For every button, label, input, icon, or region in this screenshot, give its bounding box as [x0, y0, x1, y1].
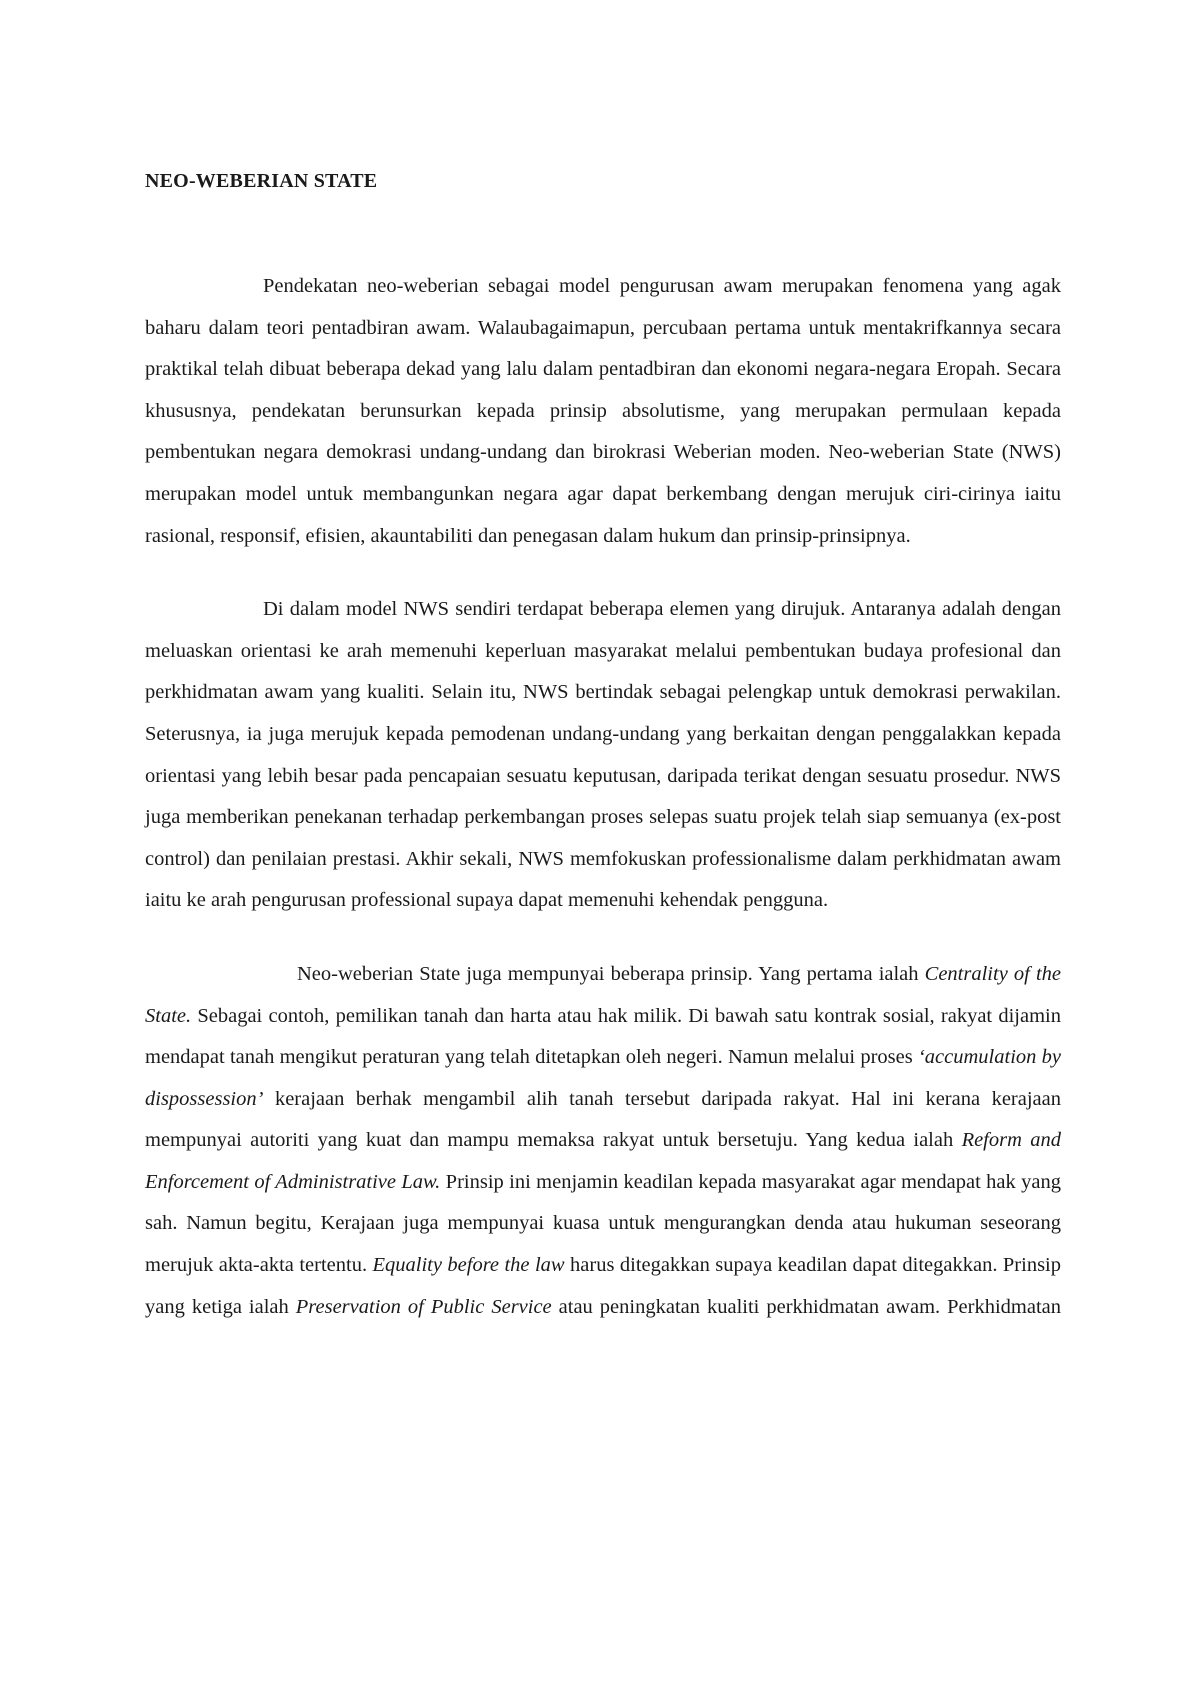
paragraph-2: Di dalam model NWS sendiri terdapat beberapa elemen yang dirujuk. Antaranya adalah dengan meluaskan orientasi ke arah memenuhi keperluan masyarakat melalui pembentukan budaya profesional dan perkhidmatan awam yang kualiti. Selain itu, NWS bertindak sebagai pelengkap untuk demokrasi perwakilan. Seterusnya, ia juga merujuk kepada pemodenan undang-undang yang berkaitan dengan penggalakkan kepada orientasi yang lebih besar pada pencapaian sesuatu keputusan, daripada terikat dengan sesuatu prosedur. NWS juga memberikan penekanan terhadap perkembangan proses selepas suatu projek telah siap semuanya (ex-post control) dan penilaian prestasi. Akhir sekali, NWS memfokuskan professionalisme dalam perkhidmatan awam iaitu ke arah pengurusan professional supaya dapat memenuhi kehendak pengguna.	[145, 598, 1061, 912]
paragraph-3-italic-3: Reform and Enforcement of Administrative Law.	[145, 1129, 1061, 1193]
document-body	[145, 266, 1061, 1360]
paragraph-1: Pendekatan neo-weberian sebagai model pengurusan awam merupakan fenomena yang agak baharu dalam teori pentadbiran awam. Walaubagaimapun, percubaan pertama untuk mentakrifkannya secara praktikal telah dibuat beberapa dekad yang lalu dalam pentadbiran dan ekonomi negara-negara Eropah. Secara khususnya, pendekatan berunsurkan kepada prinsip absolutisme, yang merupakan permulaan kepada pembentukan negara demokrasi undang-undang dan birokrasi Weberian moden. Neo-weberian State (NWS) merupakan model untuk membangunkan negara agar dapat berkembang dengan merujuk ciri-cirinya iaitu rasional, responsif, efisien, akauntabiliti dan penegasan dalam hukum dan prinsip-prinsipnya.	[145, 275, 1061, 547]
paragraph-3-text-5: harus ditegakkan supaya keadilan dapat ditegakkan. Prinsip yang ketiga ialah	[145, 1254, 1061, 1318]
paragraph-3-italic-5: Preservation of Public Service	[295, 1295, 552, 1318]
paragraph-3-italic-1: Centrality of the State.	[145, 962, 1061, 1027]
paragraph-3-text-4: Prinsip ini menjamin keadilan kepada masyarakat agar mendapat hak yang sah. Namun begitu, Kerajaan juga mempunyai kuasa untuk mengurangkan denda atau hukuman seseorang merujuk akta-akta tertentu.	[145, 1170, 1061, 1277]
paragraph-3-italic-2: ‘accumulation by dispossession’	[145, 1046, 1061, 1110]
paragraph-3-text-3: kerajaan berhak mengambil alih tanah tersebut daripada rakyat. Hal ini kerana kerajaan mempunyai autoriti yang kuat dan mampu memaksa rakyat untuk bersetuju. Yang kedua ialah	[145, 1087, 1061, 1152]
paragraph-3-text-1: Neo-weberian State juga mempunyai beberapa prinsip. Yang pertama ialah	[297, 962, 925, 985]
paragraph-3-italic-4: Equality before the law	[372, 1254, 565, 1277]
document-title: NEO-WEBERIAN STATE	[145, 170, 378, 192]
paragraph-3-text-2: Sebagai contoh, pemilikan tanah dan harta atau hak milik. Di bawah satu kontrak sosial, rakyat dijamin mendapat tanah mengikut peraturan yang telah ditetapkan oleh negeri. Namun melalui proses	[145, 1004, 1061, 1069]
paragraph-3	[145, 954, 1061, 1328]
paragraph-3-text-6: atau peningkatan kualiti perkhidmatan awam. Perkhidmatan	[551, 1295, 1061, 1318]
